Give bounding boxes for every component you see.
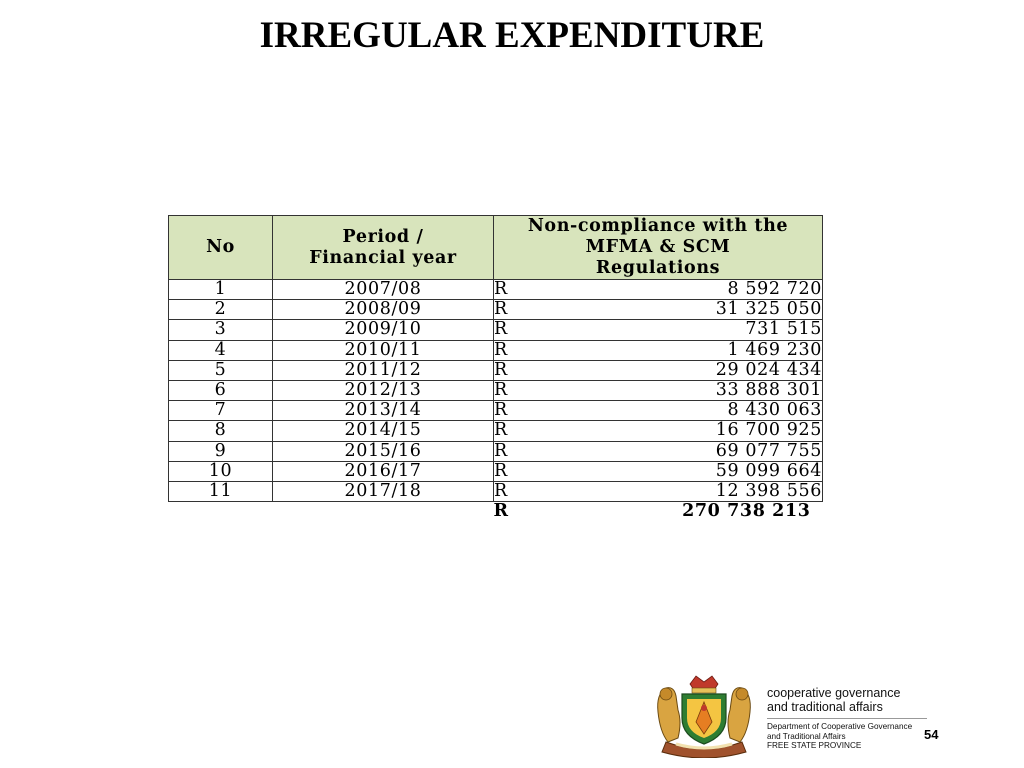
cell-currency: R xyxy=(494,440,508,461)
cell-no: 4 xyxy=(169,340,273,360)
total-empty-cell xyxy=(273,502,494,522)
table-header-row xyxy=(169,216,823,280)
department-branding xyxy=(767,686,927,751)
slide-title: IRREGULAR EXPENDITURE xyxy=(259,15,765,56)
dept-line-1: Department of Cooperative Governance xyxy=(767,722,913,731)
cell-period: 2007/08 xyxy=(273,280,494,300)
cell-period: 2014/15 xyxy=(273,421,494,441)
cell-currency: R xyxy=(494,279,508,300)
cell-no: 10 xyxy=(169,461,273,481)
header-amount-line1: Non-compliance with the xyxy=(527,216,789,236)
cell-no: 7 xyxy=(169,401,273,421)
table-row xyxy=(169,441,823,461)
cell-no: 8 xyxy=(169,421,273,441)
cell-currency: R xyxy=(494,299,508,320)
table-row xyxy=(169,401,823,421)
cell-period: 2011/12 xyxy=(273,360,494,380)
cell-currency: R xyxy=(494,400,508,421)
cell-period: 2017/18 xyxy=(273,481,494,501)
total-row xyxy=(169,502,823,522)
cell-no: 3 xyxy=(169,320,273,340)
cell-no: 9 xyxy=(169,441,273,461)
cell-period: 2016/17 xyxy=(273,461,494,481)
header-period xyxy=(273,216,494,280)
cell-currency: R xyxy=(494,480,508,501)
header-period-line1: Period / xyxy=(342,226,424,247)
cell-no: 11 xyxy=(169,481,273,501)
irregular-expenditure-table xyxy=(168,215,823,521)
cell-currency: R xyxy=(494,380,508,401)
cell-period: 2012/13 xyxy=(273,380,494,400)
total-amount-value: 270 738 213 xyxy=(682,501,811,522)
free-state-coat-of-arms-icon xyxy=(652,672,756,758)
brand-divider xyxy=(767,718,927,719)
table-row xyxy=(169,380,823,400)
cell-amount xyxy=(494,320,823,340)
cell-currency: R xyxy=(494,359,508,380)
table-row xyxy=(169,340,823,360)
table-row xyxy=(169,461,823,481)
total-currency: R xyxy=(493,501,509,522)
cell-period: 2015/16 xyxy=(273,441,494,461)
cell-period: 2013/14 xyxy=(273,401,494,421)
cell-amount xyxy=(494,421,823,441)
header-amount-line2: MFMA & SCM xyxy=(585,237,731,257)
cell-amount xyxy=(494,481,823,501)
table-row xyxy=(169,421,823,441)
cell-amount xyxy=(494,461,823,481)
cell-amount-value: 8 592 720 xyxy=(727,279,822,300)
header-no: No xyxy=(169,216,273,280)
page-number: 54 xyxy=(924,727,939,742)
cell-period: 2009/10 xyxy=(273,320,494,340)
cell-amount-value: 16 700 925 xyxy=(715,420,822,441)
table-row xyxy=(169,360,823,380)
cell-amount-value: 731 515 xyxy=(745,319,822,340)
cell-amount-value: 8 430 063 xyxy=(727,400,822,421)
cell-currency: R xyxy=(494,319,508,340)
cell-amount-value: 12 398 556 xyxy=(715,480,822,501)
cell-amount xyxy=(494,441,823,461)
cell-amount xyxy=(494,401,823,421)
cell-amount-value: 59 099 664 xyxy=(715,460,822,481)
dept-line-2: and Traditional Affairs xyxy=(767,731,846,741)
cell-period: 2008/09 xyxy=(273,300,494,320)
total-empty-cell xyxy=(169,502,273,522)
table-row xyxy=(169,320,823,340)
cell-amount xyxy=(494,340,823,360)
header-period-line2: Financial year xyxy=(309,247,457,268)
cell-amount-value: 29 024 434 xyxy=(715,359,822,380)
header-amount-line3: Regulations xyxy=(595,258,721,278)
table-row xyxy=(169,280,823,300)
cell-currency: R xyxy=(494,460,508,481)
table-row xyxy=(169,300,823,320)
dept-line-3: FREE STATE PROVINCE xyxy=(767,741,862,750)
cell-amount-value: 33 888 301 xyxy=(715,380,822,401)
cell-amount xyxy=(494,300,823,320)
total-amount-cell xyxy=(494,502,823,522)
cell-no: 1 xyxy=(169,280,273,300)
table-row xyxy=(169,481,823,501)
cell-currency: R xyxy=(494,420,508,441)
cell-amount-value: 31 325 050 xyxy=(715,299,822,320)
cell-currency: R xyxy=(494,339,508,360)
cell-amount xyxy=(494,280,823,300)
cell-amount-value: 69 077 755 xyxy=(715,440,822,461)
cell-amount xyxy=(494,380,823,400)
cell-no: 6 xyxy=(169,380,273,400)
header-amount xyxy=(494,216,823,280)
table-body xyxy=(169,280,823,522)
brand-line-2: and traditional affairs xyxy=(767,700,883,714)
cell-no: 2 xyxy=(169,300,273,320)
cell-period: 2010/11 xyxy=(273,340,494,360)
brand-line-1: cooperative governance xyxy=(767,686,901,700)
cell-no: 5 xyxy=(169,360,273,380)
cell-amount-value: 1 469 230 xyxy=(727,339,822,360)
cell-amount xyxy=(494,360,823,380)
